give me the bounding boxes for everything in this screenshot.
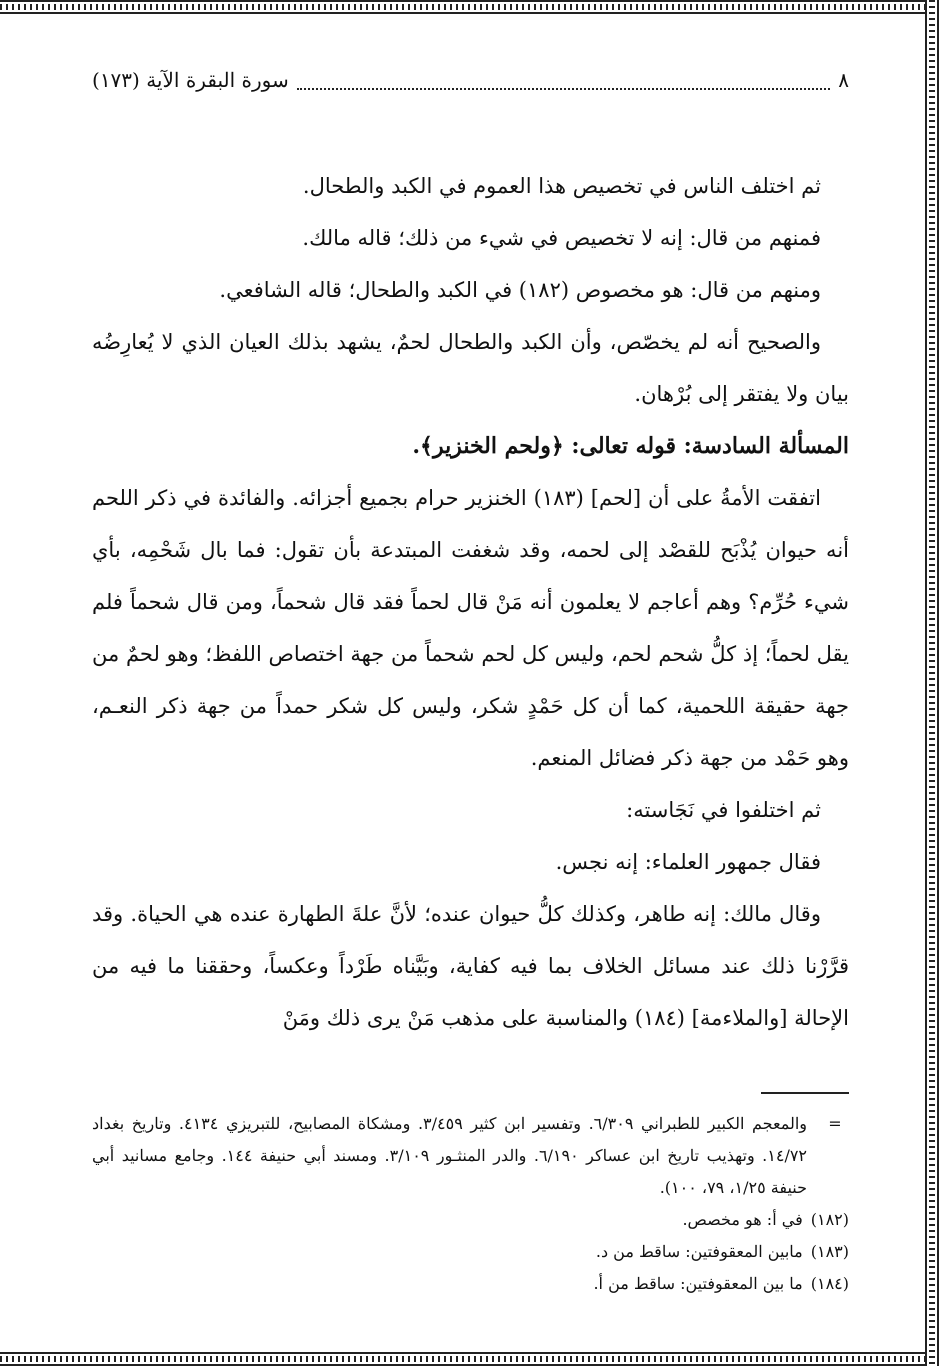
paragraph-7: فقال جمهور العلماء: إنه نجس. — [555, 850, 821, 874]
paragraph-6: ثم اختلفوا في نَجَاسته: — [626, 798, 821, 822]
paragraph-5: اتفقت الأمةُ على أن [لحم] (١٨٣) الخنزير حرام بجميع أجزائه. والفائدة في ذكر اللحم أنه حيوان يُذْبَح للقصْد إلى لحمه، وقد شغفت المبتدعة بأن تقول: فما بال شَحْمِه، بأي شيء حُرِّم؟ وهم أعاجم لا يعلمون أنه مَنْ قال لحماً فقد قال شحماً، ومن قال شحماً فلم يقل لحماً؛ إذ كلُّ شحم لحم، وليس كل لحم شحماً من جهة اختصاص اللفظ؛ وهو لحمٌ من جهة حقيقة اللحمية، كما أن كل حَمْدٍ شكر، وليس كل شكر حمداً من جهة ذكر النعـم، وهو حَمْد من جهة ذكر فضائل المنعم. — [92, 486, 849, 770]
footnote-182 — [92, 1204, 849, 1236]
page-content — [92, 60, 849, 1044]
ornamental-border-right — [925, 0, 939, 1366]
footnote-183 — [92, 1236, 849, 1268]
footnote-text: في أ: هو مخصص. — [682, 1210, 803, 1229]
footnote-number: (١٨٢) — [810, 1210, 849, 1229]
header-title: سورة البقرة الآية (١٧٣) — [92, 68, 289, 92]
running-header — [92, 60, 849, 100]
paragraph-3: ومنهم من قال: هو مخصوص (١٨٢) في الكبد والطحال؛ قاله الشافعي. — [219, 278, 821, 302]
page-number: ٨ — [838, 68, 849, 92]
section-heading: المسألة السادسة: قوله تعالى: ﴿ولحم الخنزير﴾. — [412, 433, 849, 459]
footnote-text: ما بين المعقوفتين: ساقط من أ. — [593, 1274, 803, 1293]
continuation-text: والمعجم الكبير للطبراني ٦/٣٠٩. وتفسير ابن كثير ٣/٤٥٩. ومشكاة المصابيح، للتبريزي ٤١٣٤. وتاريخ بغداد ١٤/٧٢. وتهذيب تاريخ ابن عساكر ٦/١٩٠. والدر المنثـور ٣/١٠٩. ومسند أبي حنيفة ١٤٤. وجامع مسانيد أبي حنيفة ١/٢٥، ٧٩، ١٠٠). — [92, 1114, 808, 1197]
paragraph-1: ثم اختلف الناس في تخصيص هذا العموم في الكبد والطحال. — [302, 174, 821, 198]
footnote-number: (١٨٤) — [810, 1274, 849, 1293]
footnote-separator — [761, 1092, 849, 1094]
main-text — [92, 160, 849, 1044]
footnote-continuation — [92, 1108, 849, 1204]
footnote-text: مابين المعقوفتين: ساقط من د. — [595, 1242, 803, 1261]
paragraph-2: فمنهم من قال: إنه لا تخصيص في شيء من ذلك؛ قاله مالك. — [302, 226, 821, 250]
footnote-number: (١٨٣) — [810, 1242, 849, 1261]
paragraph-4: والصحيح أنه لم يخصّص، وأن الكبد والطحال لحمٌ، يشهد بذلك العيان الذي لا يُعارِضُه بيان ولا يفتقر إلى بُرْهان. — [92, 330, 849, 406]
footnotes — [92, 1092, 849, 1300]
ornamental-border-top — [0, 0, 939, 14]
ornamental-border-bottom — [0, 1352, 939, 1366]
footnote-184 — [92, 1268, 849, 1300]
continuation-mark: = — [828, 1114, 842, 1133]
paragraph-8: وقال مالك: إنه طاهر، وكذلك كلُّ حيوان عنده؛ لأنَّ علةَ الطهارة عنده هي الحياة. وقد قرَّرْنا ذلك عند مسائل الخلاف بما فيه كفاية، وبَيَّناه طَرْداً وعكساً، وحققنا ما فيه من الإحالة [والملاءمة] (١٨٤) والمناسبة على مذهب مَنْ يرى ذلك ومَنْ — [92, 902, 849, 1030]
header-dot-leader — [297, 88, 831, 90]
